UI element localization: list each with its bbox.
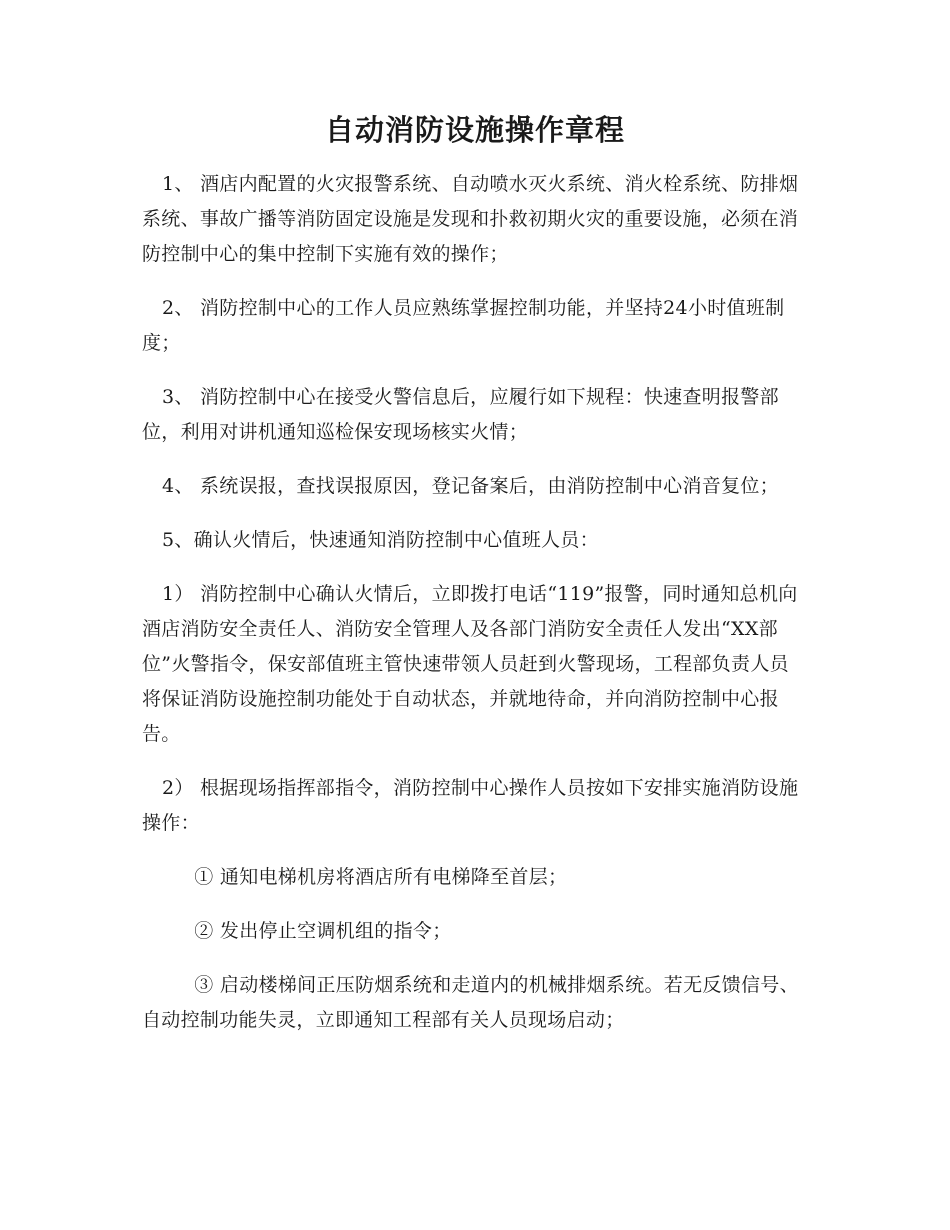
paragraph-4: 4、 系统误报，查找误报原因，登记备案后，由消防控制中心消音复位； [161,475,779,497]
paragraph-3: 3、 消防控制中心在接受火警信息后，应履行如下规程：快速查明报警部位，利用对讲机通知巡检保安现场核实火情； [142,386,779,443]
paragraph-1: 1、 酒店内配置的火灾报警系统、自动喷水灭火系统、消火栓系统、防排烟系统、事故广播等消防固定设施是发现和扑救初期火灾的重要设施，必须在消防控制中心的集中控制下实施有效的操作； [142,173,799,265]
paragraph-2: 2、 消防控制中心的工作人员应熟练掌握控制功能，并坚持24小时值班制度； [142,297,785,354]
document-body [142,167,807,1057]
paragraph-step-3: ③ 启动楼梯间正压防烟系统和走道内的机械排烟系统。若无反馈信号、自动控制功能失灵，立即通知工程部有关人员现场启动； [142,974,799,1031]
document-title: 自动消防设施操作章程 [324,113,625,147]
paragraph-5-1: 1） 消防控制中心确认火情后，立即拨打电话“119”报警，同时通知总机向酒店消防安全责任人、消防安全管理人及各部门消防安全责任人发出“XX部位”火警指令，保安部值班主管快速带领人员赶到火警现场，工程部负责人员将保证消防设施控制功能处于自动状态，并就地待命，并向消防控制中心报告。 [142,583,798,745]
paragraph-step-2: ② 发出停止空调机组的指令； [194,920,452,942]
paragraph-5-2: 2） 根据现场指挥部指令，消防控制中心操作人员按如下安排实施消防设施操作： [142,777,799,834]
paragraph-5: 5、确认火情后，快速通知消防控制中心值班人员： [161,529,599,551]
paragraph-step-1: ① 通知电梯机房将酒店所有电梯降至首层； [194,866,568,888]
